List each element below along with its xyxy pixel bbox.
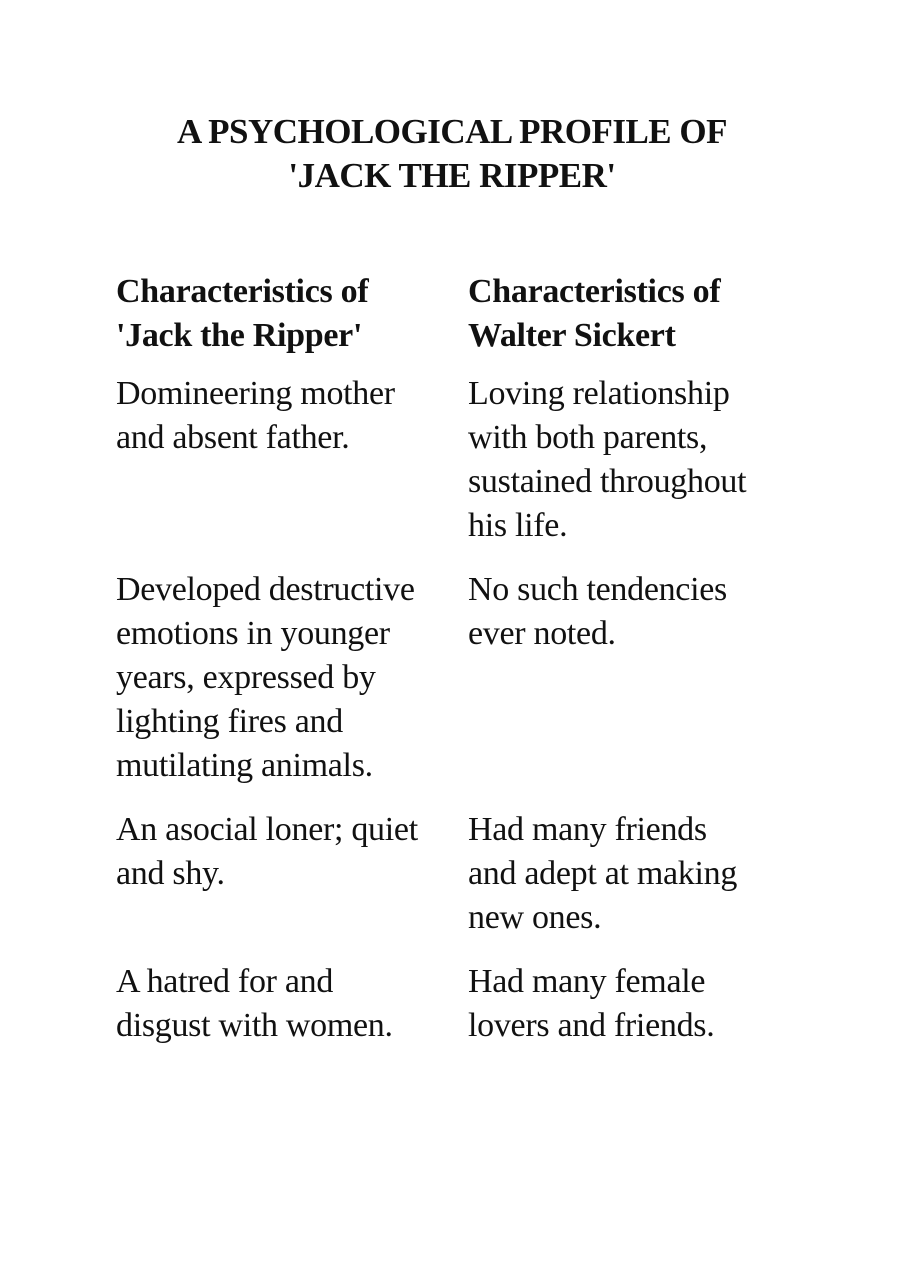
cell-line: Had many friends <box>468 811 707 848</box>
sickert-trait <box>468 808 796 940</box>
cell-line: emotions in younger <box>116 615 390 652</box>
sickert-trait <box>468 372 796 548</box>
sickert-trait <box>468 568 796 656</box>
sickert-trait <box>468 960 796 1048</box>
cell-line: lighting fires and <box>116 703 343 740</box>
cell-line: sustained throughout <box>468 463 747 500</box>
cell-line: Loving relationship <box>468 375 730 412</box>
page-title <box>0 110 904 198</box>
header-left-line: Characteristics of <box>116 273 369 310</box>
ripper-trait <box>116 808 468 896</box>
ripper-trait <box>116 960 468 1048</box>
cell-line: Domineering mother <box>116 375 395 412</box>
cell-line: disgust with women. <box>116 1007 393 1044</box>
cell-line: A hatred for and <box>116 963 334 1000</box>
table-row <box>116 808 796 940</box>
cell-line: lovers and friends. <box>468 1007 715 1044</box>
cell-line: No such tendencies <box>468 571 727 608</box>
cell-line: ever noted. <box>468 615 616 652</box>
cell-line: An asocial loner; quiet <box>116 811 418 848</box>
cell-line: and absent father. <box>116 419 350 456</box>
header-right-line: Characteristics of <box>468 273 721 310</box>
ripper-trait <box>116 372 468 460</box>
cell-line: with both parents, <box>468 419 708 456</box>
table-row <box>116 960 796 1048</box>
title-line-2: 'JACK THE RIPPER' <box>288 156 616 195</box>
cell-line: and shy. <box>116 855 225 892</box>
cell-line: Developed destructive <box>116 571 415 608</box>
table-row <box>116 372 796 548</box>
header-right <box>468 270 796 358</box>
comparison-table <box>116 270 796 1048</box>
table-header-row <box>116 270 796 358</box>
table-row <box>116 568 796 788</box>
header-right-line: Walter Sickert <box>468 317 676 354</box>
cell-line: and adept at making <box>468 855 738 892</box>
cell-line: new ones. <box>468 899 602 936</box>
cell-line: Had many female <box>468 963 706 1000</box>
header-left <box>116 270 468 358</box>
cell-line: years, expressed by <box>116 659 376 696</box>
cell-line: his life. <box>468 507 568 544</box>
header-left-line: 'Jack the Ripper' <box>116 317 363 354</box>
ripper-trait <box>116 568 468 788</box>
cell-line: mutilating animals. <box>116 747 373 784</box>
title-line-1: A PSYCHOLOGICAL PROFILE OF <box>177 112 727 151</box>
